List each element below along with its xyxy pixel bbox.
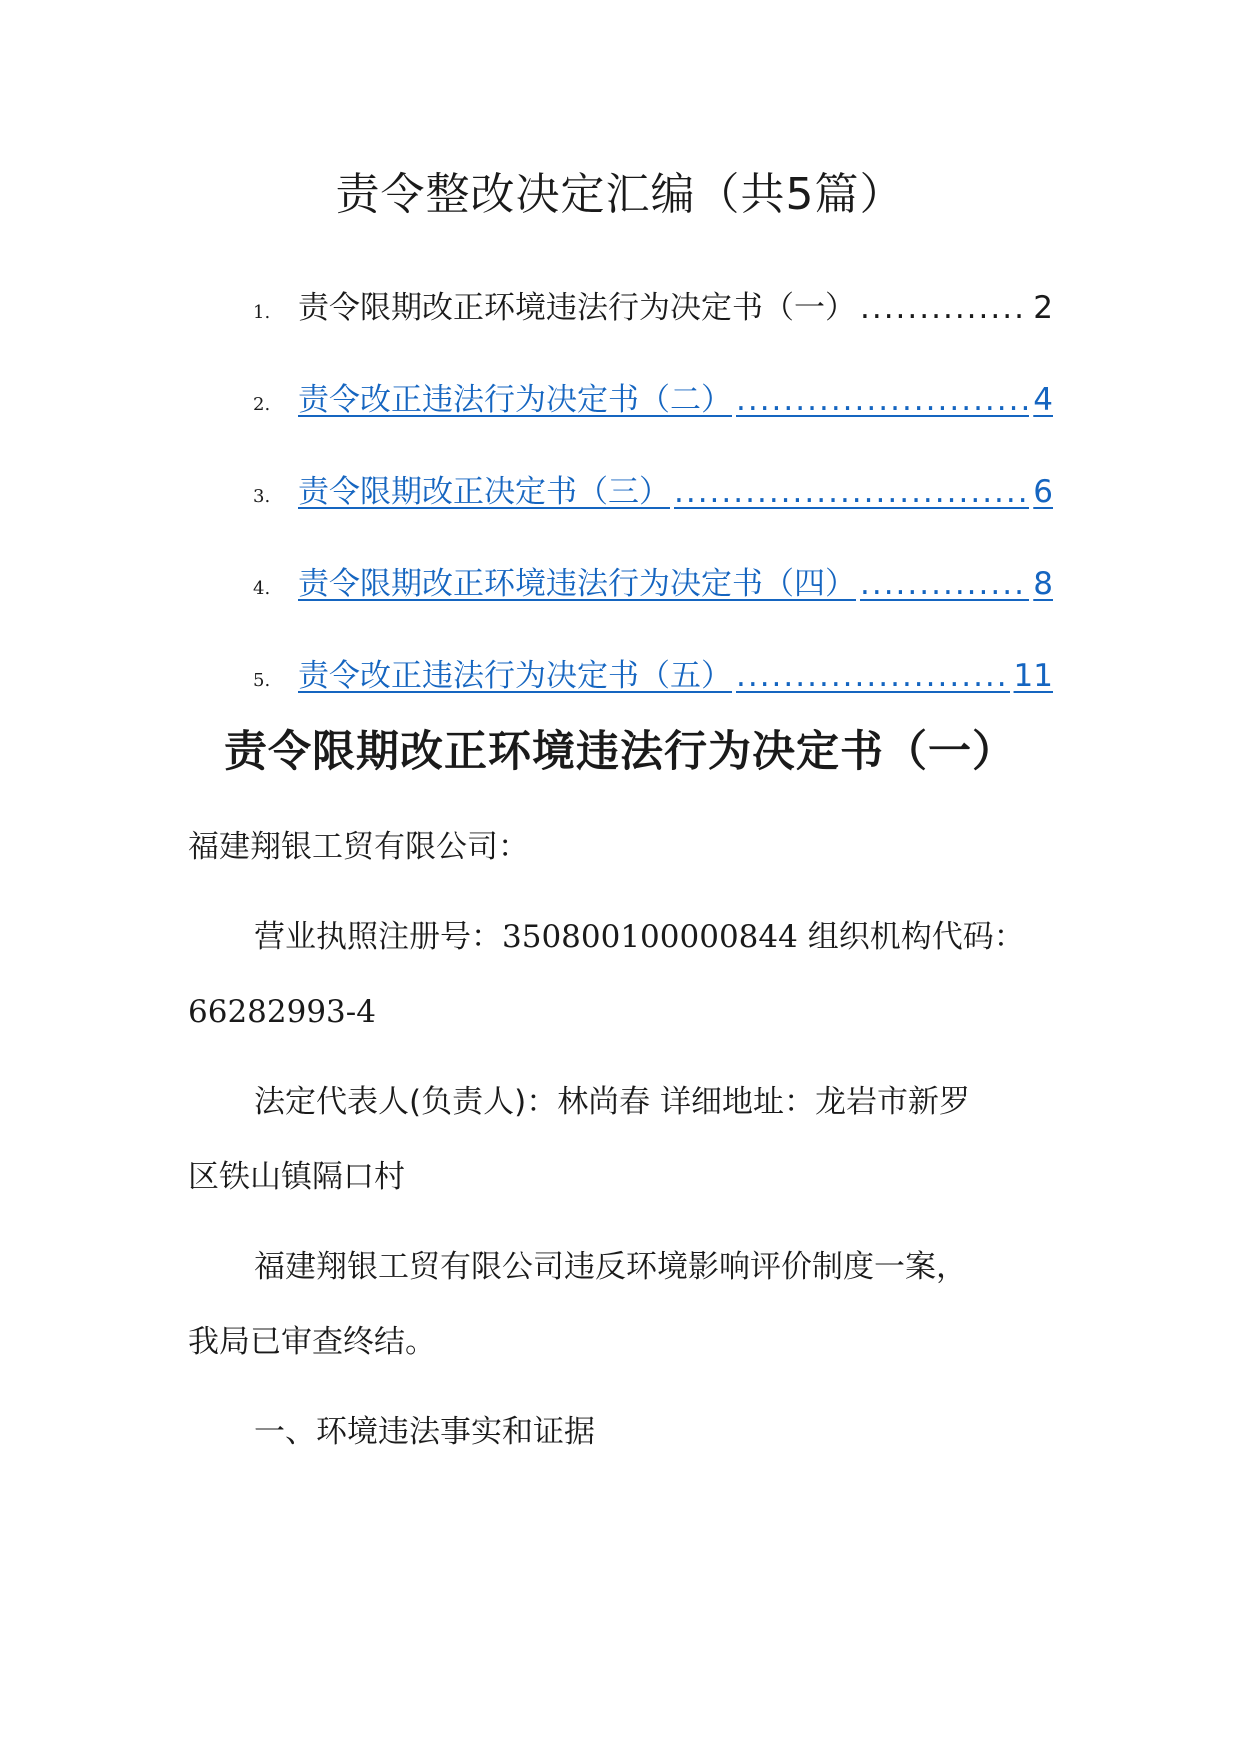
- case-line-1: 福建翔银工贸有限公司违反环境影响评价制度一案，: [254, 1249, 967, 1285]
- toc-label: 责令限期改正决定书（三）: [298, 474, 670, 510]
- toc-item-4: [253, 538, 1053, 630]
- toc-link[interactable]: [298, 562, 1053, 606]
- toc-leader-dots: [860, 286, 1029, 330]
- toc-page-number: 6: [1033, 474, 1053, 510]
- recipient-line: 福建翔银工贸有限公司：: [188, 829, 529, 865]
- registration-number: 350800100000844: [502, 919, 798, 955]
- toc-page-number: 11: [1013, 658, 1053, 694]
- toc-page-number: 4: [1033, 382, 1053, 418]
- toc-item-5: [253, 630, 1053, 722]
- registration-label: 营业执照注册号：: [254, 919, 502, 955]
- case-paragraph: [188, 1230, 1048, 1380]
- toc-entry: [298, 286, 1053, 330]
- registration-paragraph: [188, 900, 1048, 1050]
- toc-leader-dots: [736, 654, 1010, 698]
- toc-item-2: [253, 354, 1053, 446]
- toc-number: 3.: [253, 485, 271, 507]
- toc-page-number: 2: [1033, 290, 1053, 326]
- toc-link[interactable]: [298, 654, 1053, 698]
- toc-link[interactable]: [298, 378, 1053, 422]
- section-heading: 一、环境违法事实和证据: [254, 1414, 595, 1450]
- address-continuation: 区铁山镇隔口村: [188, 1159, 405, 1195]
- toc-item-3: [253, 446, 1053, 538]
- representative-paragraph: [188, 1065, 1048, 1215]
- toc-leader-dots: [860, 562, 1029, 606]
- org-code-label: 组织机构代码：: [807, 919, 1025, 955]
- toc-number: 2.: [253, 393, 271, 415]
- toc-link[interactable]: [298, 470, 1053, 514]
- toc-item-1: [253, 262, 1053, 354]
- toc-label: 责令限期改正环境违法行为决定书（一）: [298, 290, 856, 326]
- table-of-contents: [253, 262, 1053, 722]
- case-line-2: 我局已审查终结。: [188, 1324, 436, 1360]
- toc-number: 4.: [253, 577, 271, 599]
- toc-number: 5.: [253, 669, 271, 691]
- toc-label: 责令改正违法行为决定书（二）: [298, 382, 732, 418]
- toc-number: 1.: [253, 301, 271, 323]
- toc-label: 责令限期改正环境违法行为决定书（四）: [298, 566, 856, 602]
- section-title: 责令限期改正环境违法行为决定书（一）: [224, 727, 1016, 777]
- representative-line: 法定代表人(负责人)：林尚春 详细地址：龙岩市新罗: [254, 1084, 971, 1120]
- toc-label: 责令改正违法行为决定书（五）: [298, 658, 732, 694]
- toc-leader-dots: [674, 470, 1029, 514]
- toc-leader-dots: [736, 378, 1029, 422]
- toc-page-number: 8: [1033, 566, 1053, 602]
- org-code: 66282993-4: [188, 994, 376, 1030]
- document-title: 责令整改决定汇编（共5篇）: [335, 169, 905, 220]
